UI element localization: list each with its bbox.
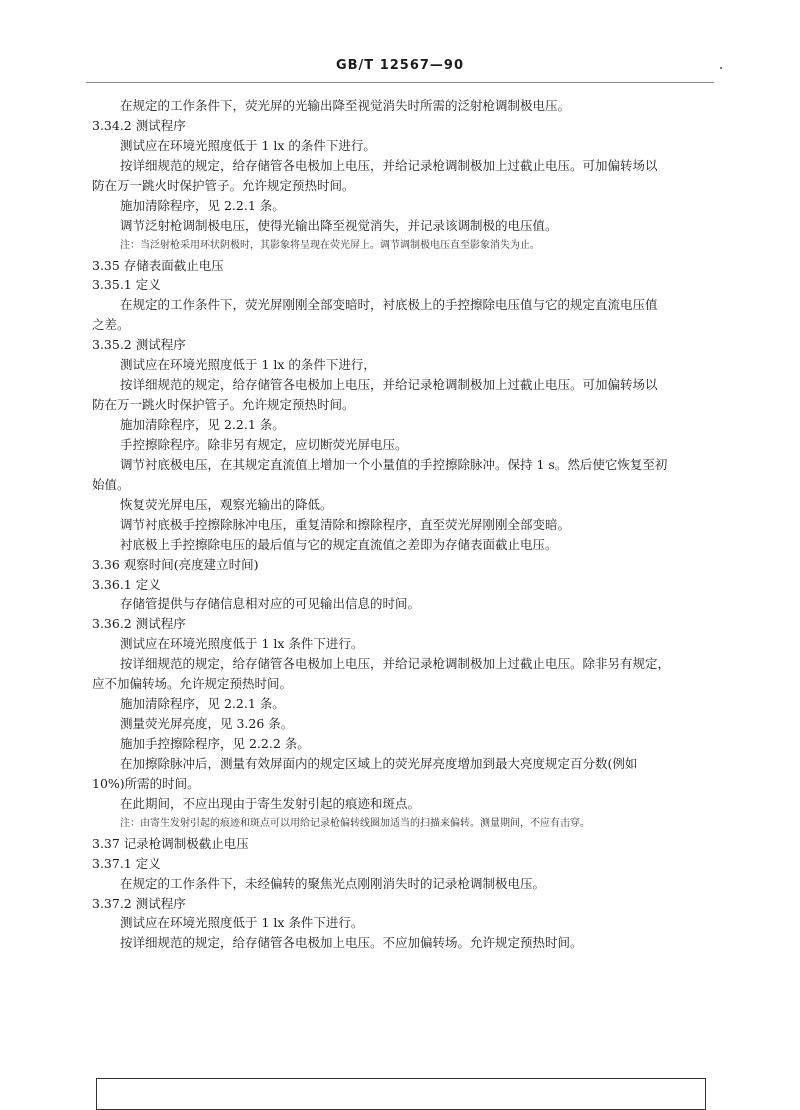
text-line: 在加擦除脉冲后，测量有效屏面内的规定区域上的荧光屏亮度增加到最大亮度规定百分数(例如 [120,755,638,771]
text-line: 调节泛射枪调制极电压，使得光输出降至视觉消失，并记录该调制极的电压值。 [120,217,558,233]
scan-speck [720,67,722,69]
note-line: 注：由寄生发射引起的痕迹和斑点可以用给记录枪偏转线圈加适当的扫描来偏转。测量期间，不应有击穿。 [120,817,590,829]
section-heading: 3.37 记录枪调制极截止电压 [92,835,249,851]
text-line: 衬底极上手控擦除电压的最后值与它的规定直流值之差即为存储表面截止电压。 [120,536,558,552]
section-heading: 3.37.2 测试程序 [92,895,186,911]
text-line: 应不加偏转场。允许规定预热时间。 [92,676,293,692]
text-line: 恢复荧光屏电压，观察光输出的降低。 [120,496,333,512]
section-heading: 3.37.1 定义 [92,855,161,871]
text-line: 测试应在环境光照度低于 1 lx 的条件下进行， [120,357,376,373]
header-rule [86,82,714,83]
text-line: 按详细规范的规定，给存储管各电极加上电压，并给记录枪调制极加上过截止电压。可加偏转场以 [120,377,658,393]
text-line: 调节衬底极手控擦除脉冲电压，重复清除和擦除程序，直至荧光屏刚刚全部变暗。 [120,516,571,532]
text-line: 在此期间，不应出现由于寄生发射引起的痕迹和斑点。 [120,795,421,811]
text-line: 测试应在环境光照度低于 1 lx 条件下进行。 [120,636,364,652]
text-line: 10%)所需的时间。 [92,775,200,791]
section-heading: 3.34.2 测试程序 [92,117,186,133]
text-line: 防在万一跳火时保护管子。允许规定预热时间。 [92,177,355,193]
text-line: 之差。 [92,317,130,333]
note-line: 注：当泛射枪采用环状阴极时，其影象将呈现在荧光屏上。调节调制极电压直至影象消失为止。 [120,239,540,251]
text-line: 测试应在环境光照度低于 1 lx 的条件下进行。 [120,137,376,153]
text-line: 施加清除程序，见 2.2.1 条。 [120,197,285,213]
text-line: 按详细规范的规定，给存储管各电极加上电压。不应加偏转场。允许规定预热时间。 [120,935,583,951]
text-line: 在规定的工作条件下，荧光屏刚刚全部变暗时，衬底极上的手控擦除电压值与它的规定直流电压值 [120,297,658,313]
text-line: 存储管提供与存储信息相对应的可见输出信息的时间。 [120,596,421,612]
text-line: 测量荧光屏亮度，见 3.26 条。 [120,716,294,732]
document-body [0,96,800,953]
section-heading: 3.35.1 定义 [92,277,161,293]
text-line: 防在万一跳火时保护管子。允许规定预热时间。 [92,397,355,413]
text-line: 始值。 [92,476,130,492]
text-line: 测试应在环境光照度低于 1 lx 条件下进行。 [120,915,364,931]
text-line: 施加手控擦除程序，见 2.2.2 条。 [120,736,310,751]
section-heading: 3.36.2 测试程序 [92,616,186,632]
text-line: 在规定的工作条件下，荧光屏的光输出降至视觉消失时所需的泛射枪调制极电压。 [120,98,571,113]
section-heading: 3.35 存储表面截止电压 [92,257,224,273]
section-heading: 3.36.1 定义 [92,576,161,592]
section-heading: 3.36 观察时间(亮度建立时间) [92,556,259,572]
text-line: 手控擦除程序。除非另有规定，应切断荧光屏电压。 [120,436,408,452]
text-line: 调节衬底极电压，在其规定直流值上增加一个小量值的手控擦除脉冲。保持 1 s。然后使它恢复至初 [120,456,668,472]
bottom-frame [96,1078,706,1110]
text-line: 按详细规范的规定，给存储管各电极加上电压，并给记录枪调制极加上过截止电压。可加偏转场以 [120,157,658,173]
text-line: 施加清除程序，见 2.2.1 条。 [120,696,285,712]
text-line: 施加清除程序，见 2.2.1 条。 [120,417,285,432]
text-line: 按详细规范的规定，给存储管各电极加上电压，并给记录枪调制极加上过截止电压。除非另有规定， [120,656,671,672]
text-line: 在规定的工作条件下，未经偏转的聚焦光点刚刚消失时的记录枪调制极电压。 [120,875,546,891]
page-header: GB/T 12567—90 [335,58,465,73]
section-heading: 3.35.2 测试程序 [92,337,186,353]
